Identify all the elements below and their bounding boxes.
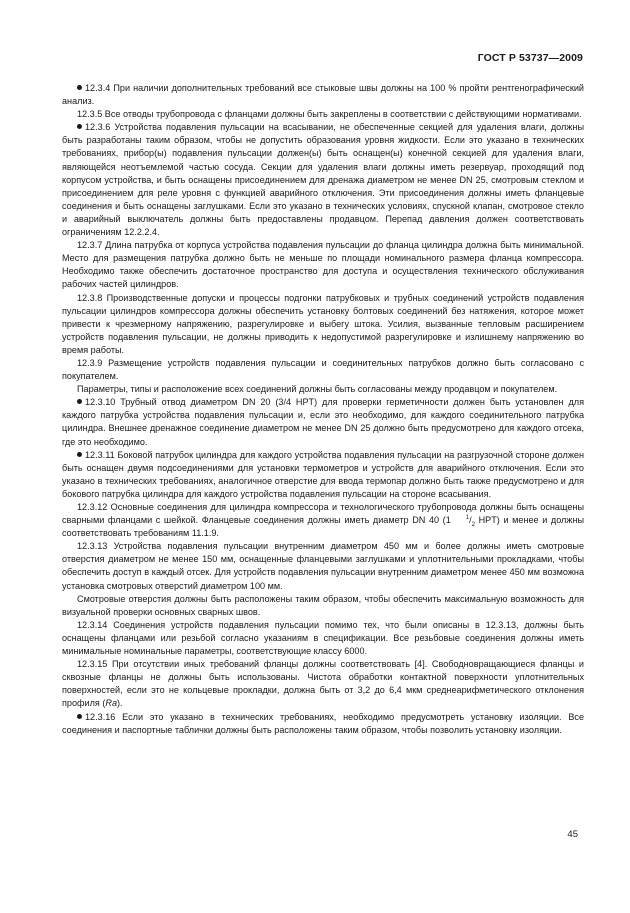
bullet-icon [77,124,82,129]
paragraph-12-3-16: 12.3.16 Если это указано в технических требованиях, необходимо предусмотреть установку изоляции. Все соединения и паспортные таблички должны быть расположены таким образом, чтобы позволить установку изоляции. [62,711,584,735]
paragraph-12-3-14: 12.3.14 Соединения устройств подавления пульсации помимо тех, что были описаны в 12.3.13, должны быть оснащены фланцами или резьбой согласно указаниям в спецификации. Все резьбовые соединения должны иметь минимальные номинальные параметры, соответствующие классу 6000. [62,619,584,657]
paragraph-12-3-8: 12.3.8 Производственные допуски и процессы подгонки патрубковых и трубных соединений устройств подавления пульсации цилиндров компрессора должны обеспечить установку болтовых соединений без натяжения, которое может привести к чрезмерному напряжению, разрегулировке и выбегу штока. Усилия, вызванные тепловым расширением устройств подавления пульсации, не должны приводить к недопустимой разрегулировке и излишнему напряжению во время работы. [62,292,584,355]
paragraph-12-3-5: 12.3.5 Все отводы трубопровода с фланцами должны быть закреплены в соответствии с действующими нормативами. [77,109,582,120]
paragraph-12-3-7: 12.3.7 Длина патрубка от корпуса устройства подавления пульсации до фланца цилиндра должна быть минимальной. Место для размещения патрубка должно быть не меньше по площади номинального размера фланца компрессора. Необходимо также обеспечить достаточное пространство для доступа и осуществления технического обслуживания рабочих частей цилиндров. [62,240,584,290]
page-number: 45 [567,829,578,840]
fraction: $^1/_2$ [465,515,475,528]
paragraph-inspection-openings: Смотровые отверстия должны быть расположены таким образом, чтобы обеспечить максимальную возможность для визуальной проверки основных сварных швов. [62,593,584,617]
page-body [62,82,584,737]
paragraph-12-3-12: 12.3.12 Основные соединения для цилиндра компрессора и технологического трубопровода должны быть оснащены сварными фланцами с шейкой. Фланцевые соединения должны иметь диаметр DN 40 (1 $^1/_2$ HPT) и менее и должны соответствовать требованиям 11.1.9. [62,502,585,539]
paragraph-12-3-4: 12.3.4 При наличии дополнительных требований все стыковые швы должны на 100 % пройти рентгенографический анализ. [62,83,584,107]
paragraph-12-3-6: 12.3.6 Устройства подавления пульсации на всасывании, не обеспеченные секцией для удаления влаги, должны быть разработаны таким образом, чтобы не допустить образования уровня жидкости. Если это указано в технических требованиях, прибор(ы) подавления пульсации должен(ы) быть оснащен(ы) конечной секцией для удаления влаги, являющейся неотъемлемой частью сосуда. Секции для удаления влаги должны иметь резервуар, проходящий под корпусом устройства, и быть оснащены присоединением для дренажа диаметром не менее DN 25, смотровым стеклом и присоединением для реле уровня с функцией аварийного отключения. Эти присоединения должны иметь фланцевые соединения и быть оснащены заглушками. Если это указано в технических условиях, спускной клапан, смотровое стекло и аварийный выключатель должны быть предоставлены продавцом. Перепад давления должен соответствовать ограничениям 12.2.2.4. [62,122,584,238]
paragraph-12-3-15: 12.3.15 При отсутствии иных требований фланцы должны соответствовать [4]. Свободновращающиеся фланцы и сквозные фланцы не должны быть использованы. Чистота обработки контактной поверхности уплотнительных поверхностей, если это не кольцевые прокладки, должна быть от 3,2 до 6,4 мкм среднеарифметического отклонения профиля (Ra). [62,659,584,709]
paragraph-12-3-11: 12.3.11 Боковой патрубок цилиндра для каждого устройства подавления пульсации на разгрузочной стороне должен быть оснащен двумя подсоединениями для установки термометров и устройств для аварийного отключения. Если это указано в технических требованиях, аналогичное отверстие для ввода термопар должно быть также предусмотрено и для бокового патрубка цилиндра для каждого устройства подавления пульсации на стороне всасывания. [62,449,584,499]
bullet-icon [77,714,82,719]
bullet-icon [77,452,82,457]
paragraph-parameters: Параметры, типы и расположение всех соединений должны быть согласованы между продавцом и покупателем. [77,384,558,395]
paragraph-12-3-13: 12.3.13 Устройства подавления пульсации внутренним диаметром 450 мм и более должны иметь смотровые отверстия диаметром не менее 150 мм, оснащенные фланцевыми заглушками и уплотнительными прокладками, чтобы обеспечить доступ в каждый отсек. Для устройств подавления пульсации внутренним диаметром менее 450 мм возможна установка смотровых отверстий диаметром 100 мм. [62,541,584,591]
document-header: ГОСТ Р 53737—2009 [477,52,583,64]
bullet-icon [77,399,82,404]
bullet-icon [77,85,82,90]
paragraph-12-3-10: 12.3.10 Трубный отвод диаметром DN 20 (3/4 HPT) для проверки герметичности должен быть установлен для каждого патрубка устройства подавления пульсации и, если это необходимо, для каждого соединительного патрубка цилиндра. Внешнее дренажное соединение диаметром не менее DN 25 должно быть предусмотрено для каждого отсека, где это необходимо. [62,397,584,447]
paragraph-12-3-9: 12.3.9 Размещение устройств подавления пульсации и соединительных патрубков должно быть согласовано с покупателем. [62,357,584,382]
